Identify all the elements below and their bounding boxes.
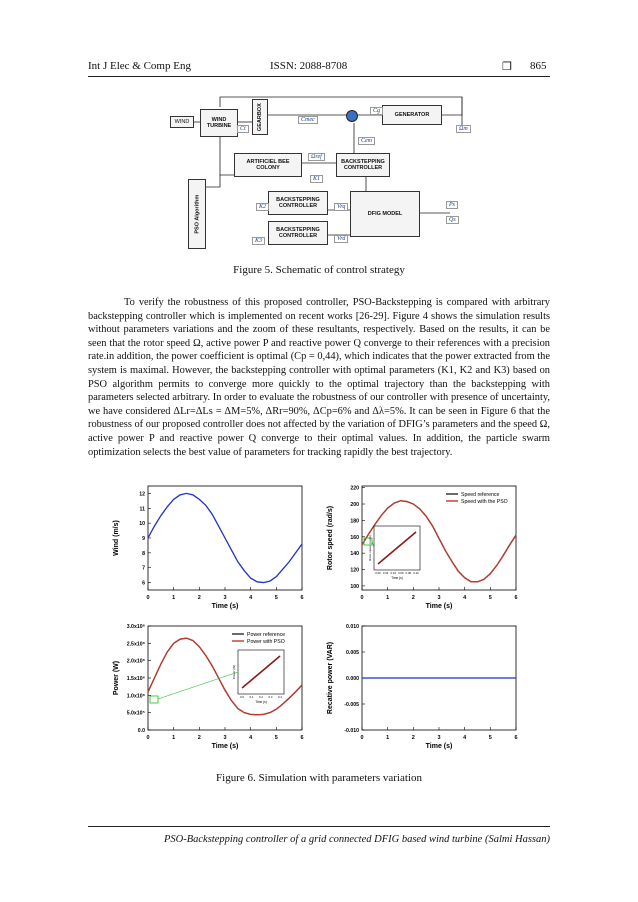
y-tick-label: 12	[139, 491, 145, 498]
generator-block: GENERATOR	[382, 105, 442, 125]
signal-k1: K1	[310, 175, 323, 183]
y-tick-label: 0.010	[346, 624, 359, 630]
wind-turbine-block: WIND TURBINE	[200, 109, 238, 137]
x-axis-label: Time (s)	[211, 603, 239, 610]
x-tick-label: 3	[223, 735, 227, 741]
y-axis-label: Power (W)	[113, 660, 120, 696]
plot-power-svg	[108, 620, 308, 760]
y-tick-label: 0.000	[346, 676, 359, 682]
inset-x-tick-label: 0.4	[278, 695, 282, 699]
x-tick-label: 6	[300, 595, 304, 601]
footer-text: PSO-Backstepping controller of a grid connected DFIG based wind turbine (Salmi Hassan)	[163, 834, 550, 845]
inset-y-axis-label: Power (W)	[232, 664, 236, 680]
y-tick-label: -0.010	[344, 728, 359, 734]
signal-cg: Cg	[370, 107, 383, 115]
pso-label: PSO Algorithm	[193, 194, 200, 234]
inset-y-axis-label: Rotor speed (rad/s)	[368, 535, 372, 561]
inset-x-tick-label: 0.1	[249, 695, 254, 699]
wind-block: WIND	[170, 116, 194, 128]
signal-omega-ref: Ωref	[308, 153, 325, 161]
x-tick-label: 2	[197, 735, 201, 741]
x-tick-label: 4	[249, 735, 253, 741]
x-tick-label: 2	[411, 595, 415, 601]
legend-label: Speed with the PSO	[461, 499, 508, 505]
x-tick-label: 1	[386, 735, 390, 741]
signal-ct: Ct	[237, 125, 249, 133]
plot-power	[108, 620, 308, 765]
signal-k3: K3	[252, 237, 265, 245]
inset-x-axis-label: Time (s)	[255, 700, 267, 704]
x-tick-label: 4	[463, 735, 467, 741]
zoom-connector	[158, 672, 238, 699]
x-tick-label: 6	[300, 735, 304, 741]
signal-qs: Qs	[446, 216, 459, 224]
inset-x-tick-label: 0.10	[413, 571, 419, 575]
y-tick-label: 120	[350, 567, 359, 574]
header-rule	[88, 76, 550, 77]
x-tick-label: 6	[514, 735, 518, 741]
legend-label: Power reference	[247, 632, 286, 638]
x-axis-label: Time (s)	[211, 743, 239, 750]
y-tick-label: 8	[142, 550, 145, 557]
gearbox-label: GEARBOX	[256, 103, 263, 131]
body-paragraph	[88, 296, 550, 459]
plot-rotor-speed-svg	[322, 480, 522, 620]
backstepping-mid-block: BACKSTEPPING CONTROLLER	[268, 191, 328, 215]
x-tick-label: 2	[411, 735, 415, 741]
y-tick-label: 6	[142, 580, 145, 587]
legend-label: Power with PSO	[247, 639, 285, 645]
y-tick-label: 0.0	[137, 728, 145, 734]
signal-cem: Cem	[358, 137, 375, 145]
y-tick-label: 7	[142, 565, 145, 572]
inset-x-tick-label: 0.08	[405, 571, 412, 575]
y-axis-label: Recative power (VAR)	[327, 641, 334, 715]
pso-block	[188, 179, 206, 249]
gearbox-block	[252, 99, 268, 135]
plot-reactive-power-svg	[322, 620, 522, 760]
y-tick-label: 140	[350, 551, 359, 558]
y-tick-label: 100	[350, 583, 359, 590]
y-tick-label: 220	[350, 485, 359, 492]
x-tick-label: 3	[223, 595, 227, 601]
x-tick-label: 1	[172, 595, 176, 601]
y-tick-label: 0.005	[346, 650, 359, 656]
x-tick-label: 4	[463, 595, 467, 601]
inset-x-tick-label: 0.04	[390, 571, 396, 575]
backstepping-top-block: BACKSTEPPING CONTROLLER	[336, 153, 390, 177]
x-tick-label: 5	[488, 735, 492, 741]
inset-x-axis-label: Time (s)	[391, 576, 403, 580]
x-tick-label: 0	[146, 735, 150, 741]
signal-vrd: Vrd	[334, 235, 348, 243]
x-tick-label: 1	[386, 595, 390, 601]
y-tick-label: 2.0x10⁶	[126, 658, 145, 665]
signal-vrq: Vrq	[334, 203, 348, 211]
y-tick-label: 1.0x10⁶	[126, 693, 145, 700]
y-tick-label: 180	[350, 518, 359, 525]
y-tick-label: 3.0x10⁶	[126, 624, 145, 630]
issn: ISSN: 2088-8708	[270, 60, 348, 72]
paragraph-text: To verify the robustness of this proposed controller, PSO-Backstepping is compared with arbitrary backstepping controller which is implemented on recent works [26-29]. Figure 4 shows the simulation results without parameters variations and the zoom of these resultants, respectively. Based on the results, it can be seen that the rotor speed Ω, active power P and reactive power Q converge to their references with a precision rate.in addition, the power coefficient is optimal (Cp = 0,44), which indicates that the power extracted from the system is maximal. However, the backstepping controller with optimal parameters (K1, K2 and K3) based on PSO algorithm permits to converge more quickly to the optimal trajectory than the backstepping with parameters selected arbitrary. In order to evaluate the robustness of our controller with presence of uncertainty, we have considered ΔLr=ΔLs = ΔM=5%, ΔRr=90%, ΔCp=6% and Δλ=5%. It can be seen in Figure 6 that the robustness of our proposed controller does not affected by the variation of DFIG’s parameters and the speed Ω, active power P and reactive power Q converge to their optimal values. In addition, the particle swarm optimization selects the best value of parameters for tracking rapidly the best trajectory.	[88, 297, 550, 458]
zoom-marker	[150, 696, 158, 703]
footer-rule	[88, 826, 550, 827]
x-tick-label: 0	[360, 735, 364, 741]
plot-rotor-speed	[322, 480, 522, 625]
abc-block: ARTIFICIEL BEE COLONY	[234, 153, 302, 177]
backstepping-bot-block: BACKSTEPPING CONTROLLER	[268, 221, 328, 245]
page-number: 865	[530, 60, 547, 72]
inset-x-tick-label: 0.0	[240, 695, 244, 699]
x-tick-label: 0	[146, 595, 150, 601]
signal-omega-m: Ωm	[456, 125, 471, 133]
dfig-model-block: DFIG MODEL	[350, 191, 420, 237]
plot-reactive-power	[322, 620, 522, 765]
summing-node	[346, 110, 358, 122]
y-tick-label: 9	[142, 536, 145, 542]
x-tick-label: 3	[437, 595, 441, 601]
y-tick-label: 160	[350, 534, 359, 541]
figure5-caption: Figure 5. Schematic of control strategy	[233, 264, 405, 276]
legend-label: Speed reference	[461, 492, 500, 498]
figure6-caption: Figure 6. Simulation with parameters variation	[216, 772, 422, 784]
x-tick-label: 2	[197, 595, 201, 601]
y-axis-label: Wind (m/s)	[113, 520, 120, 556]
x-tick-label: 4	[249, 595, 253, 601]
y-tick-label: 2.5x10⁶	[126, 641, 145, 648]
series-line-1	[148, 493, 302, 582]
signal-k2: K2	[256, 203, 269, 211]
x-tick-label: 6	[514, 595, 518, 601]
x-axis-label: Time (s)	[425, 743, 453, 750]
plot-wind	[108, 480, 308, 625]
inset-x-tick-label: 0.00	[375, 571, 381, 575]
y-tick-label: 11	[139, 506, 145, 513]
y-tick-label: 1.5x10⁶	[126, 676, 145, 682]
plot-wind-svg	[108, 480, 308, 620]
y-tick-label: -0.005	[344, 702, 359, 708]
x-tick-label: 3	[437, 735, 441, 741]
box-icon: ❐	[502, 61, 512, 73]
y-axis-label: Rotor speed (rad/s)	[327, 505, 334, 571]
journal-name: Int J Elec & Comp Eng	[88, 60, 191, 72]
inset-x-tick-label: 0.06	[398, 571, 404, 575]
signal-cmec: Cmec	[298, 116, 318, 124]
y-tick-label: 10	[139, 521, 145, 528]
x-tick-label: 5	[488, 595, 492, 601]
y-tick-label: 200	[350, 502, 359, 509]
y-tick-label: 5.0x10⁵	[126, 710, 145, 717]
inset-x-tick-label: 0.02	[382, 571, 389, 575]
inset-x-tick-label: 0.3	[268, 695, 273, 699]
signal-ps: Ps	[446, 201, 458, 209]
x-axis-label: Time (s)	[425, 603, 453, 610]
x-tick-label: 5	[274, 595, 278, 601]
figure5-diagram	[170, 95, 476, 252]
inset-x-tick-label: 0.2	[259, 695, 263, 699]
x-tick-label: 1	[172, 735, 176, 741]
x-tick-label: 5	[274, 735, 278, 741]
x-tick-label: 0	[360, 595, 364, 601]
